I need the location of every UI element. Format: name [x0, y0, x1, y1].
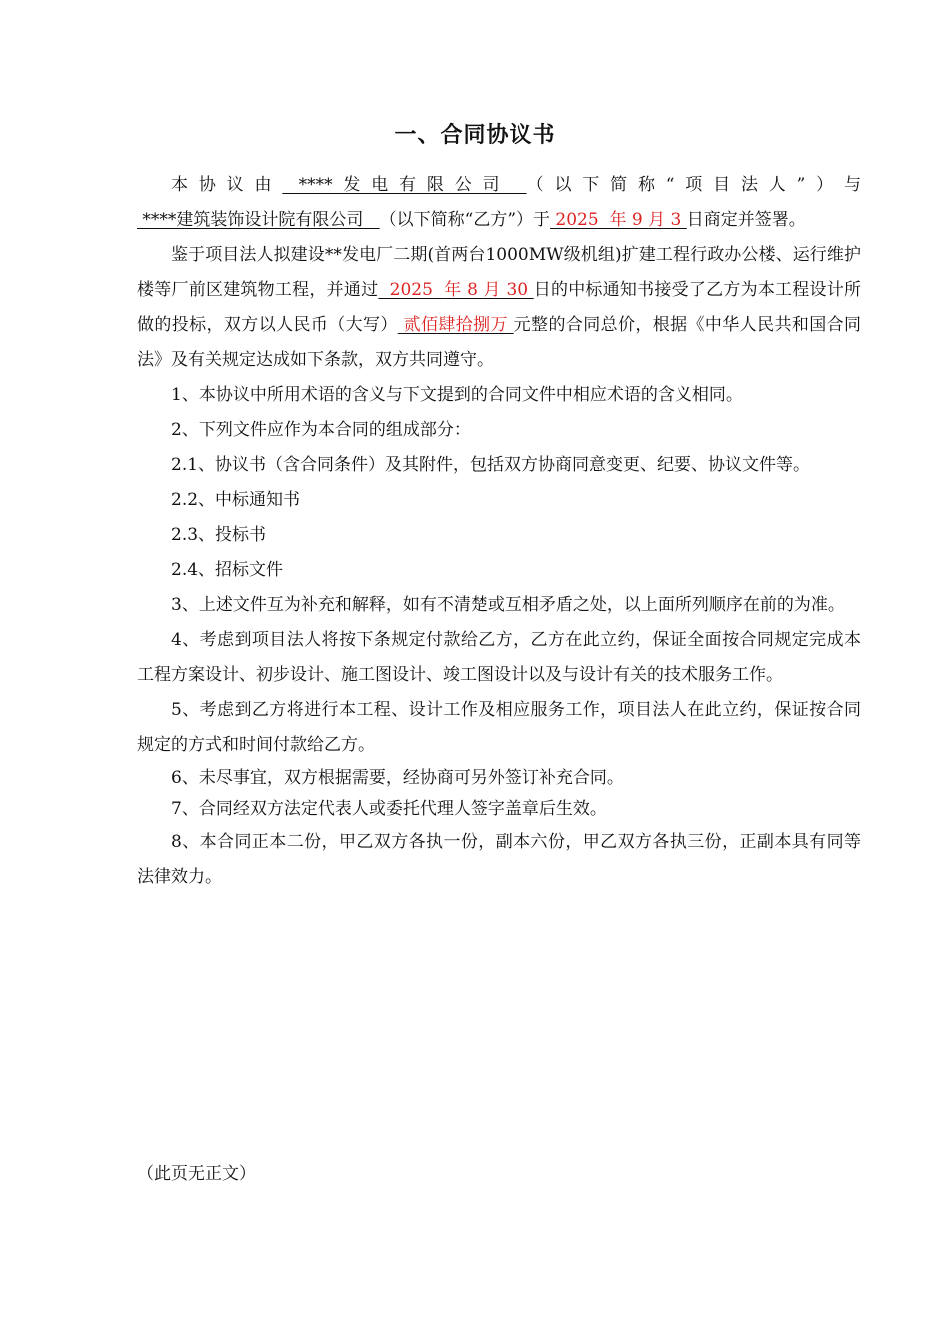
text-segment: 元整的合同总价，根据《中华人民共和国合同法》及有关规定达成如下条款，双方共同遵守。 [137, 315, 861, 370]
year-label: 年 [444, 280, 462, 300]
page-title: 一、合同协议书 [394, 123, 556, 148]
text-segment: 日商定并签署。 [686, 210, 806, 230]
clause-2: 2、下列文件应作为本合同的组成部分： [171, 420, 471, 440]
clause-1: 1、本协议中所用术语的含义与下文提到的合同文件中相应术语的含义相同。 [171, 385, 743, 405]
clause-7: 7、合同经双方法定代表人或委托代理人签字盖章后生效。 [171, 799, 607, 819]
sign-year: 2025 [550, 210, 610, 230]
text-segment: （以下简称“乙方”）于 [379, 210, 551, 230]
month-label: 月 [648, 210, 666, 230]
clause-5: 5、考虑到乙方将进行本工程、设计工作及相应服务工作，项目法人在此立约，保证按合同规定的方式和时间付款给乙方。 [137, 700, 861, 755]
award-month: 8 [461, 280, 484, 300]
clause-4: 4、考虑到项目法人将按下条规定付款给乙方，乙方在此立约，保证全面按合同规定完成本工程方案设计、初步设计、施工图设计、竣工图设计以及与设计有关的技术服务工作。 [137, 630, 861, 685]
clause-2-1: 2.1、协议书（含合同条件）及其附件，包括双方协商同意变更、纪要、协议文件等。 [171, 455, 811, 475]
clause-3: 3、上述文件互为补充和解释，如有不清楚或互相矛盾之处，以上面所列顺序在前的为准。 [171, 595, 845, 615]
paragraph-parties [137, 168, 861, 238]
agreement-body [137, 168, 861, 895]
text-segment: 本协议由 [171, 175, 283, 195]
party-a-name: ****发电有限公司 [282, 175, 527, 195]
clause-2-2: 2.2、中标通知书 [171, 490, 301, 510]
party-b-name: ****建筑装饰设计院有限公司 [137, 210, 380, 230]
sign-day: 3 [665, 210, 687, 230]
paragraph-recital [137, 238, 861, 378]
clause-2-4: 2.4、招标文件 [171, 560, 284, 580]
clause-6: 6、未尽事宜，双方根据需要，经协商可另外签订补充合同。 [171, 768, 624, 788]
clause-8: 8、本合同正本二份，甲乙双方各执一份，副本六份，甲乙双方各执三份，正副本具有同等法律效力。 [137, 832, 861, 887]
text-segment: 日的中标通知书接受了乙方为本工程设计所做的投标，双方以人民币（大写） [137, 280, 862, 335]
award-year: 2025 [378, 280, 445, 300]
page-note: （此页无正文） [137, 1164, 256, 1184]
text-segment: 鉴于项目法人拟建设**发电厂二期(首两台1000MW级机组)扩建工程行政办公楼、运行维护楼等厂前区建筑物工程，并通过 [137, 245, 861, 300]
sign-month: 9 [626, 210, 649, 230]
text-segment: （以下简称“项目法人”）与 [526, 175, 861, 195]
clause-2-3: 2.3、投标书 [171, 525, 267, 545]
contract-amount: 贰佰肆拾捌万 [397, 315, 514, 335]
award-day: 30 [500, 280, 534, 300]
year-label: 年 [609, 210, 627, 230]
month-label: 月 [483, 280, 501, 300]
